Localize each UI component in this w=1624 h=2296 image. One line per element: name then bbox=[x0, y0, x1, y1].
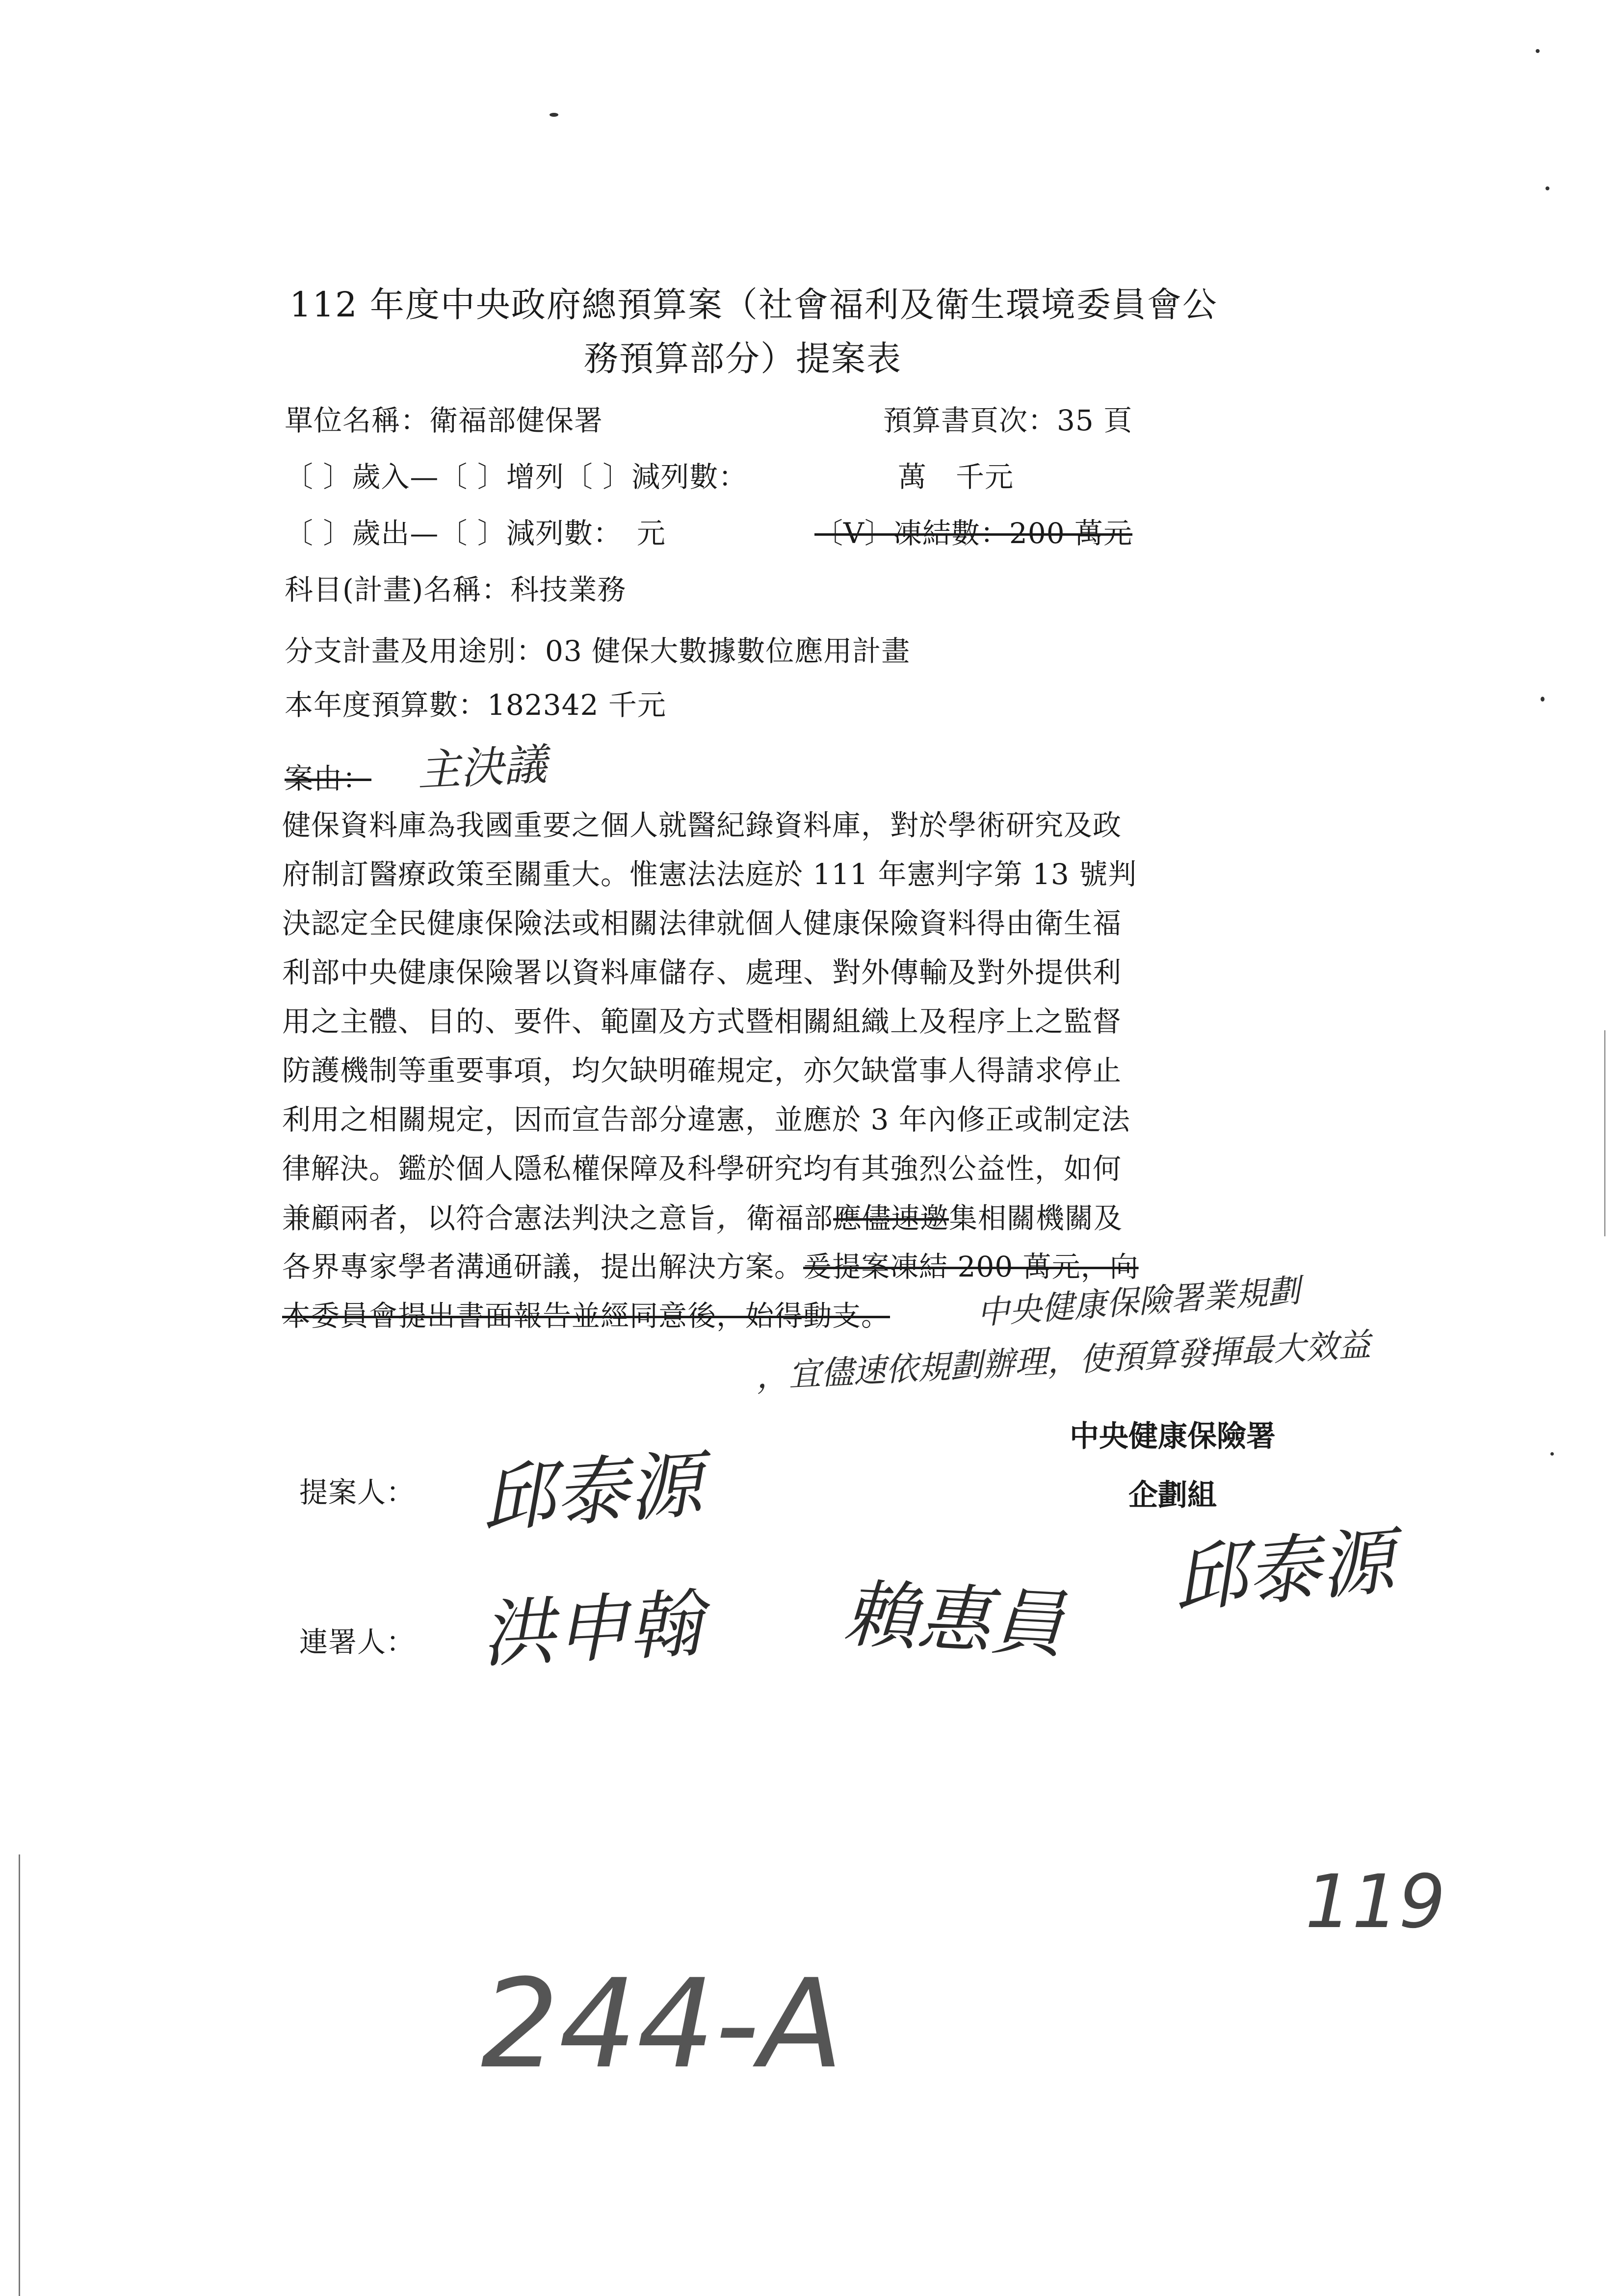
body-line-2: 府制訂醫療政策至關重大。惟憲法法庭於 111 年憲判字第 13 號判 bbox=[282, 858, 1137, 891]
revenue-amount: 萬 千元 bbox=[898, 460, 1014, 494]
body-line-11 bbox=[282, 1293, 890, 1334]
body-line-3: 決認定全民健康保險法或相關法律就個人健康保險資料得由衛生福 bbox=[282, 907, 1122, 940]
revenue-line: 〔 〕歲入—〔 〕增列〔 〕減列數： bbox=[285, 460, 748, 494]
scan-speck bbox=[1541, 697, 1545, 702]
document-title-line2: 務預算部分）提案表 bbox=[584, 339, 902, 379]
unit-name: 單位名稱：衛福部健保署 bbox=[285, 404, 603, 437]
scan-speck bbox=[1550, 1452, 1554, 1456]
body-line-9-struck: 應儘速邀 bbox=[833, 1201, 949, 1235]
body-line-10 bbox=[282, 1244, 1139, 1285]
scan-edge-line bbox=[1604, 1030, 1605, 1236]
proposer-signature: 邱泰源 bbox=[478, 1442, 705, 1543]
stamp-signature: 邱泰源 bbox=[1170, 1518, 1397, 1623]
handwritten-page-number: 119 bbox=[1305, 1859, 1446, 1945]
handwritten-document-code: 244-A bbox=[481, 1953, 843, 2095]
cosigner-signature-1: 洪申翰 bbox=[479, 1581, 704, 1678]
body-line-4: 利部中央健康保險署以資料庫儲存、處理、對外傳輸及對外提供利 bbox=[282, 956, 1122, 989]
handwritten-insert-comma: ， bbox=[716, 1201, 747, 1235]
body-line-10-text: 各界專家學者溝通研議，提出解決方案。 bbox=[282, 1250, 804, 1283]
body-line-5: 用之主體、目的、要件、範圍及方式暨相關組織上及程序上之監督 bbox=[282, 1005, 1122, 1038]
body-line-9-tail: 集相關機關及 bbox=[949, 1201, 1123, 1235]
reason-label-struck: 案由： bbox=[285, 762, 372, 795]
agency-stamp: 中央健康保險署 bbox=[1070, 1419, 1276, 1454]
cosigner-label: 連署人： bbox=[299, 1625, 416, 1659]
annual-budget: 本年度預算數：182342 千元 bbox=[285, 688, 666, 722]
body-line-1: 健保資料庫為我國重要之個人就醫紀錄資料庫，對於學術研究及政 bbox=[282, 809, 1122, 842]
division-stamp: 企劃組 bbox=[1128, 1478, 1217, 1513]
handwritten-main-resolution: 主決議 bbox=[416, 739, 548, 796]
body-line-10-struck: 爰提案凍結 200 萬元，向 bbox=[803, 1250, 1139, 1283]
scan-speck bbox=[550, 113, 558, 117]
scan-edge-line bbox=[19, 1854, 20, 2296]
expense-line: 〔 〕歲出—〔 〕減列數： 元 bbox=[285, 517, 666, 550]
body-line-8: 律解決。鑑於個人隱私權保障及科學研究均有其強烈公益性，如何 bbox=[282, 1152, 1122, 1185]
handwritten-amendment-2: ，宜儘速依規劃辦理，使預算發揮最大效益 bbox=[755, 1326, 1372, 1396]
document-title-line1: 112 年度中央政府總預算案（社會福利及衛生環境委員會公 bbox=[289, 285, 1218, 325]
subject-name: 科目(計畫)名稱：科技業務 bbox=[285, 573, 627, 606]
scan-speck bbox=[1536, 49, 1540, 53]
cosigner-signature-2: 賴惠員 bbox=[841, 1571, 1067, 1669]
freeze-amount-struck: 〔V〕凍結數：200 萬元 bbox=[814, 517, 1133, 550]
handwritten-amendment-1: 中央健康保險署業規劃 bbox=[975, 1272, 1302, 1332]
body-line-9 bbox=[282, 1195, 1123, 1237]
body-line-7: 利用之相關規定，因而宣告部分違憲，並應於 3 年內修正或制定法 bbox=[282, 1103, 1130, 1136]
budget-page: 預算書頁次：35 頁 bbox=[883, 404, 1133, 437]
body-line-9-after: 衛福部 bbox=[746, 1201, 834, 1235]
body-line-11-struck: 本委員會提出書面報告並經同意後，始得動支。 bbox=[282, 1299, 891, 1332]
scan-speck bbox=[1545, 186, 1549, 190]
branch-plan: 分支計畫及用途別：03 健保大數據數位應用計畫 bbox=[285, 634, 911, 668]
proposer-label: 提案人： bbox=[299, 1476, 416, 1509]
body-line-9-text: 兼顧兩者，以符合憲法判決之意旨 bbox=[282, 1201, 717, 1235]
body-line-6: 防護機制等重要事項，均欠缺明確規定，亦欠缺當事人得請求停止 bbox=[282, 1054, 1122, 1087]
